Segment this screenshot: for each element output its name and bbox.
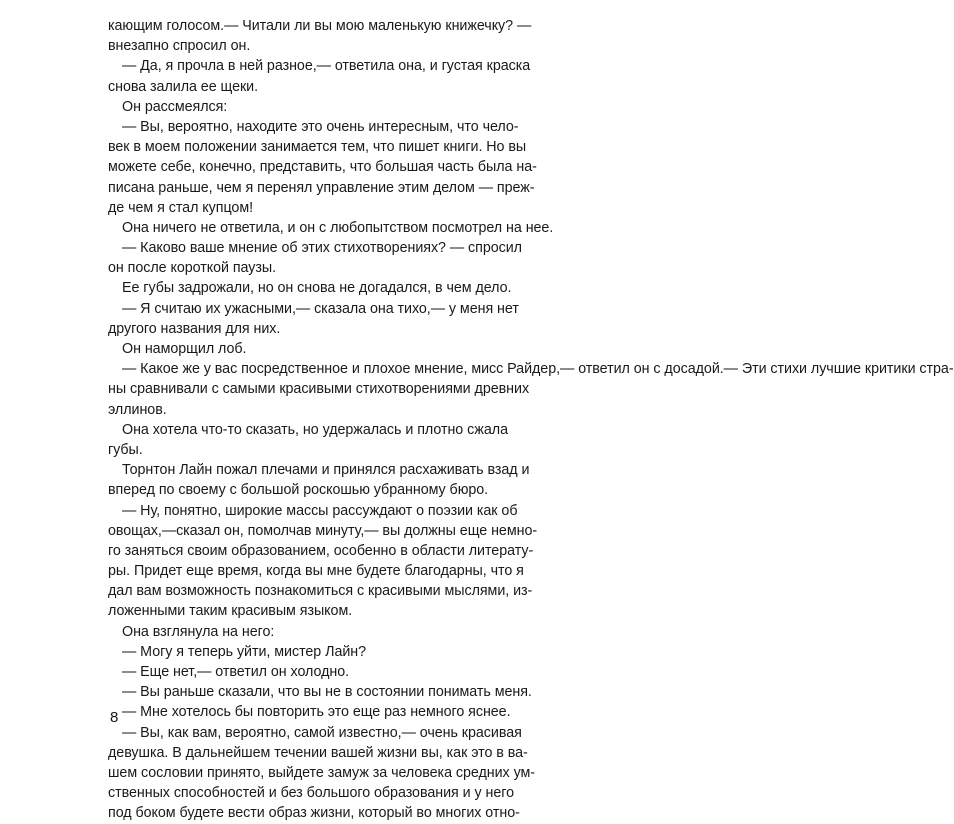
text-line: — Вы, вероятно, находите это очень интересным, что чело- <box>122 118 519 135</box>
paragraph <box>108 339 508 359</box>
text-line: можете себе, конечно, представить, что большая часть была на- <box>108 159 537 176</box>
paragraph <box>108 16 532 56</box>
text-line: под боком будете вести образ жизни, который во многих отно- <box>108 805 520 822</box>
text-line: писана раньше, чем я перенял управление этим делом — преж- <box>108 179 535 196</box>
paragraph <box>108 501 538 622</box>
text-line: Она ничего не ответила, и он с любопытством посмотрел на нее. <box>122 219 554 236</box>
paragraph <box>108 682 532 702</box>
text-line: губы. <box>108 441 143 458</box>
text-line: — Каково ваше мнение об этих стихотворениях? — спросил <box>122 240 522 257</box>
text-line: — Какое же у вас посредственное и плохое мнение, мисс Райдер,— ответил он с досадой.— Эти стихи лучшие критики стра- <box>122 361 954 378</box>
paragraph <box>108 278 512 298</box>
paragraph <box>108 723 535 824</box>
text-line: — Еще нет,— ответил он холодно. <box>122 664 350 680</box>
paragraph <box>108 420 508 460</box>
text-line: кающим голосом.— Читали ли вы мою маленькую книжечку? — <box>108 18 532 34</box>
text-line: Она взглянула на него: <box>122 623 275 640</box>
text-line: девушка. В дальнейшем течении вашей жизни вы, как это в ва- <box>108 744 528 761</box>
text-line: он после короткой паузы. <box>108 260 277 277</box>
text-line: снова залила ее щеки. <box>108 78 259 95</box>
text-line: — Я считаю их ужасными,— сказала она тихо,— у меня нет <box>122 300 519 317</box>
text-line: Ее губы задрожали, но он снова не догадался, в чем дело. <box>122 280 512 297</box>
paragraph <box>108 460 530 500</box>
text-line: овощах,—сказал он, помолчав минуту,— вы должны еще немно- <box>108 522 538 539</box>
paragraph <box>108 662 508 682</box>
text-line: го заняться своим образованием, особенно в области литерату- <box>108 542 534 559</box>
body-text <box>108 16 954 824</box>
paragraph <box>108 642 508 662</box>
text-line: век в моем положении занимается тем, что пишет книги. Но вы <box>108 139 527 156</box>
text-line: шем сословии принято, выйдете замуж за человека средних ум- <box>108 764 535 781</box>
text-line: — Ну, понятно, широкие массы рассуждают о поэзии как об <box>122 502 518 519</box>
text-line: — Да, я прочла в ней разное,— ответила она, и густая краска <box>122 58 531 75</box>
text-line: Она хотела что-то сказать, но удержалась и плотно сжала <box>122 421 508 438</box>
text-line: — Мне хотелось бы повторить это еще раз немного яснее. <box>122 704 511 721</box>
paragraph <box>108 299 519 339</box>
text-line: де чем я стал купцом! <box>108 199 254 216</box>
text-line: ложенными таким красивым языком. <box>108 603 353 620</box>
paragraph <box>108 117 537 218</box>
text-line: — Вы раньше сказали, что вы не в состоянии понимать меня. <box>122 684 532 701</box>
text-line: Он наморщил лоб. <box>122 341 247 357</box>
paragraph <box>108 97 508 117</box>
text-line: эллинов. <box>108 401 167 418</box>
text-line: — Вы, как вам, вероятно, самой известно,— очень красивая <box>122 724 522 741</box>
text-line: Он рассмеялся: <box>122 98 228 115</box>
text-line: Торнтон Лайн пожал плечами и принялся расхаживать взад и <box>122 462 530 479</box>
paragraph <box>108 359 954 420</box>
paragraph <box>108 622 508 642</box>
paragraph <box>108 56 531 96</box>
text-line: другого названия для них. <box>108 320 281 337</box>
paragraph <box>108 238 522 278</box>
text-line: ны сравнивали с самыми красивыми стихотворениями древних <box>108 381 530 398</box>
text-line: дал вам возможность познакомиться с красивыми мыслями, из- <box>108 583 533 600</box>
text-line: вперед по своему с большой роскошью убранному бюро. <box>108 482 489 499</box>
text-line: внезапно спросил он. <box>108 38 251 55</box>
paragraph <box>108 702 511 722</box>
paragraph <box>108 218 554 238</box>
text-line: — Могу я теперь уйти, мистер Лайн? <box>122 643 367 660</box>
text-line: ственных способностей и без большого образования и у него <box>108 785 515 802</box>
page-number: 8 <box>110 709 119 726</box>
text-line: ры. Придет еще время, когда вы мне будете благодарны, что я <box>108 563 524 580</box>
